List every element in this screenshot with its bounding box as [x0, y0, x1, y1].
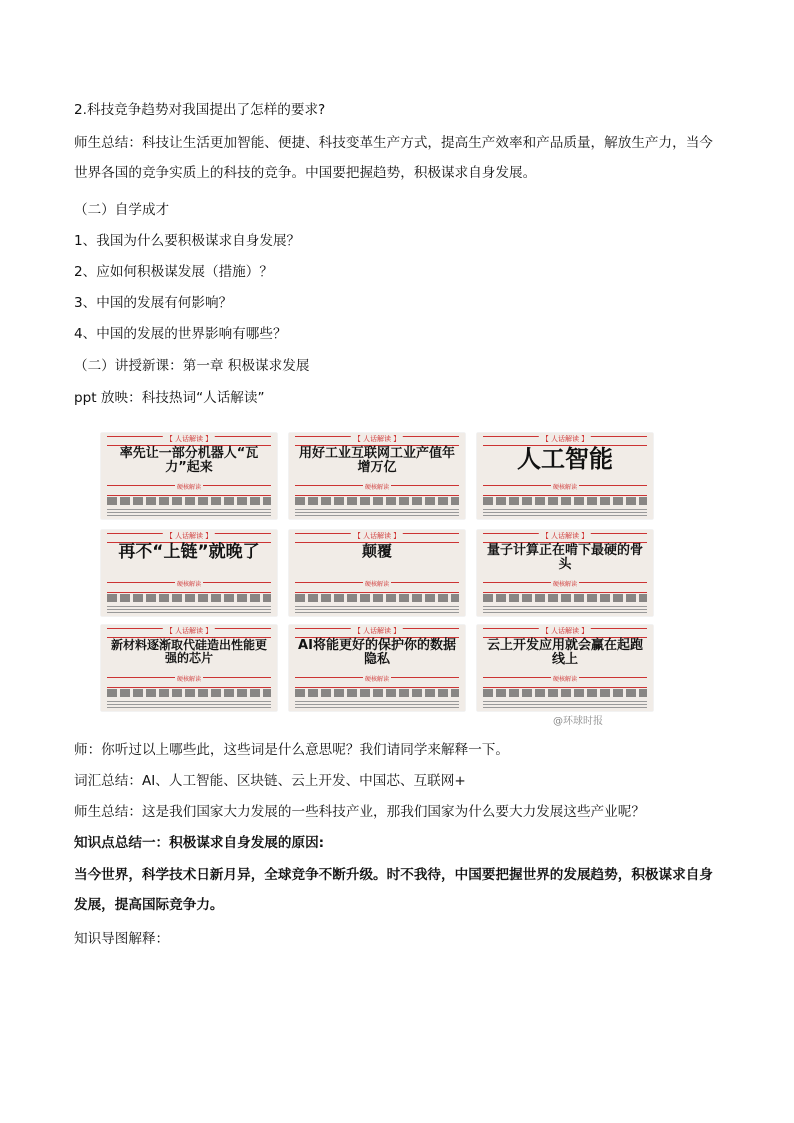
teacher-question: 师：你听过以上哪些此，这些词是什么意思呢？我们请同学来解释一下。 [74, 742, 509, 758]
self-study-question-1: 1、我国为什么要积极谋求自身发展？ [74, 233, 301, 249]
question-2: 2.科技竞争趋势对我国提出了怎样的要求? [74, 102, 326, 118]
card-headline: 率先让一部分机器人“瓦力”起来 [119, 446, 259, 475]
card-headline: 用好工业互联网工业产值年增万亿 [298, 446, 455, 475]
card-robots: 【 人话解读 】 率先让一部分机器人“瓦力”起来 硬核解读 [101, 433, 277, 519]
teacher-student-summary-1: 师生总结：科技让生活更加智能、便捷、科技变革生产方式，提高生产效率和产品质量，解放生产力，当今世界各国的竞争实质上的科技的竞争。中国要把握趋势，积极谋求自身发展。 [74, 135, 713, 181]
card-blockchain: 【 人话解读 】 再不“上链”就晚了 硬核解读 [101, 530, 277, 616]
card-headline: 量子计算正在啃下最硬的骨头 [486, 543, 643, 572]
self-study-question-2: 2、应如何积极谋发展（措施）？ [74, 264, 273, 280]
card-headline: 云上开发应用就会赢在起跑线上 [486, 638, 643, 667]
card-headline: 再不“上链”就晚了 [118, 542, 260, 562]
card-quantum: 【 人话解读 】 量子计算正在啃下最硬的骨头 硬核解读 [477, 530, 653, 616]
ppt-line: ppt 放映：科技热词“人话解读” [74, 390, 265, 406]
vocabulary-summary: 词汇总结：AI、人工智能、区块链、云上开发、中国芯、互联网+ [74, 773, 466, 789]
card-industrial-internet: 【 人话解读 】 用好工业互联网工业产值年增万亿 硬核解读 [289, 433, 465, 519]
tech-buzzwords-image [101, 433, 653, 713]
card-ai: 【 人话解读 】 人工智能 硬核解读 [477, 433, 653, 519]
knowledge-point-body: 当今世界，科学技术日新月异，全球竞争不断升级。时不我待，中国要把握世界的发展趋势，积极谋求自身发展，提高国际竞争力。 [74, 867, 713, 913]
knowledge-point-title: 知识点总结一：积极谋求自身发展的原因: [74, 835, 325, 851]
card-ai-privacy: 【 人话解读 】 AI将能更好的保护你的数据隐私 硬核解读 [289, 625, 465, 711]
weibo-watermark: @环球时报 [553, 716, 603, 727]
card-headline: 新材料逐渐取代硅造出性能更强的芯片 [110, 638, 267, 665]
card-chip: 【 人话解读 】 颠覆 硬核解读 [289, 530, 465, 616]
card-headline: AI将能更好的保护你的数据隐私 [298, 638, 456, 667]
teacher-student-summary-2: 师生总结：这是我们国家大力发展的一些科技产业，那我们国家为什么要大力发展这些产业呢？ [74, 804, 645, 820]
knowledge-map-label: 知识导图解释： [74, 931, 170, 947]
self-study-question-4: 4、中国的发展的世界影响有哪些？ [74, 326, 287, 342]
card-headline: 颠覆 [361, 542, 392, 560]
section-lecture: （二）讲授新课：第一章 积极谋求发展 [74, 358, 310, 374]
self-study-question-3: 3、中国的发展有何影响？ [74, 295, 233, 311]
card-cloud: 【 人话解读 】 云上开发应用就会赢在起跑线上 硬核解读 [477, 625, 653, 711]
card-headline: 人工智能 [517, 445, 613, 473]
card-new-materials: 【 人话解读 】 新材料逐渐取代硅造出性能更强的芯片 硬核解读 [101, 625, 277, 711]
section-self-study: （二）自学成才 [74, 202, 170, 218]
